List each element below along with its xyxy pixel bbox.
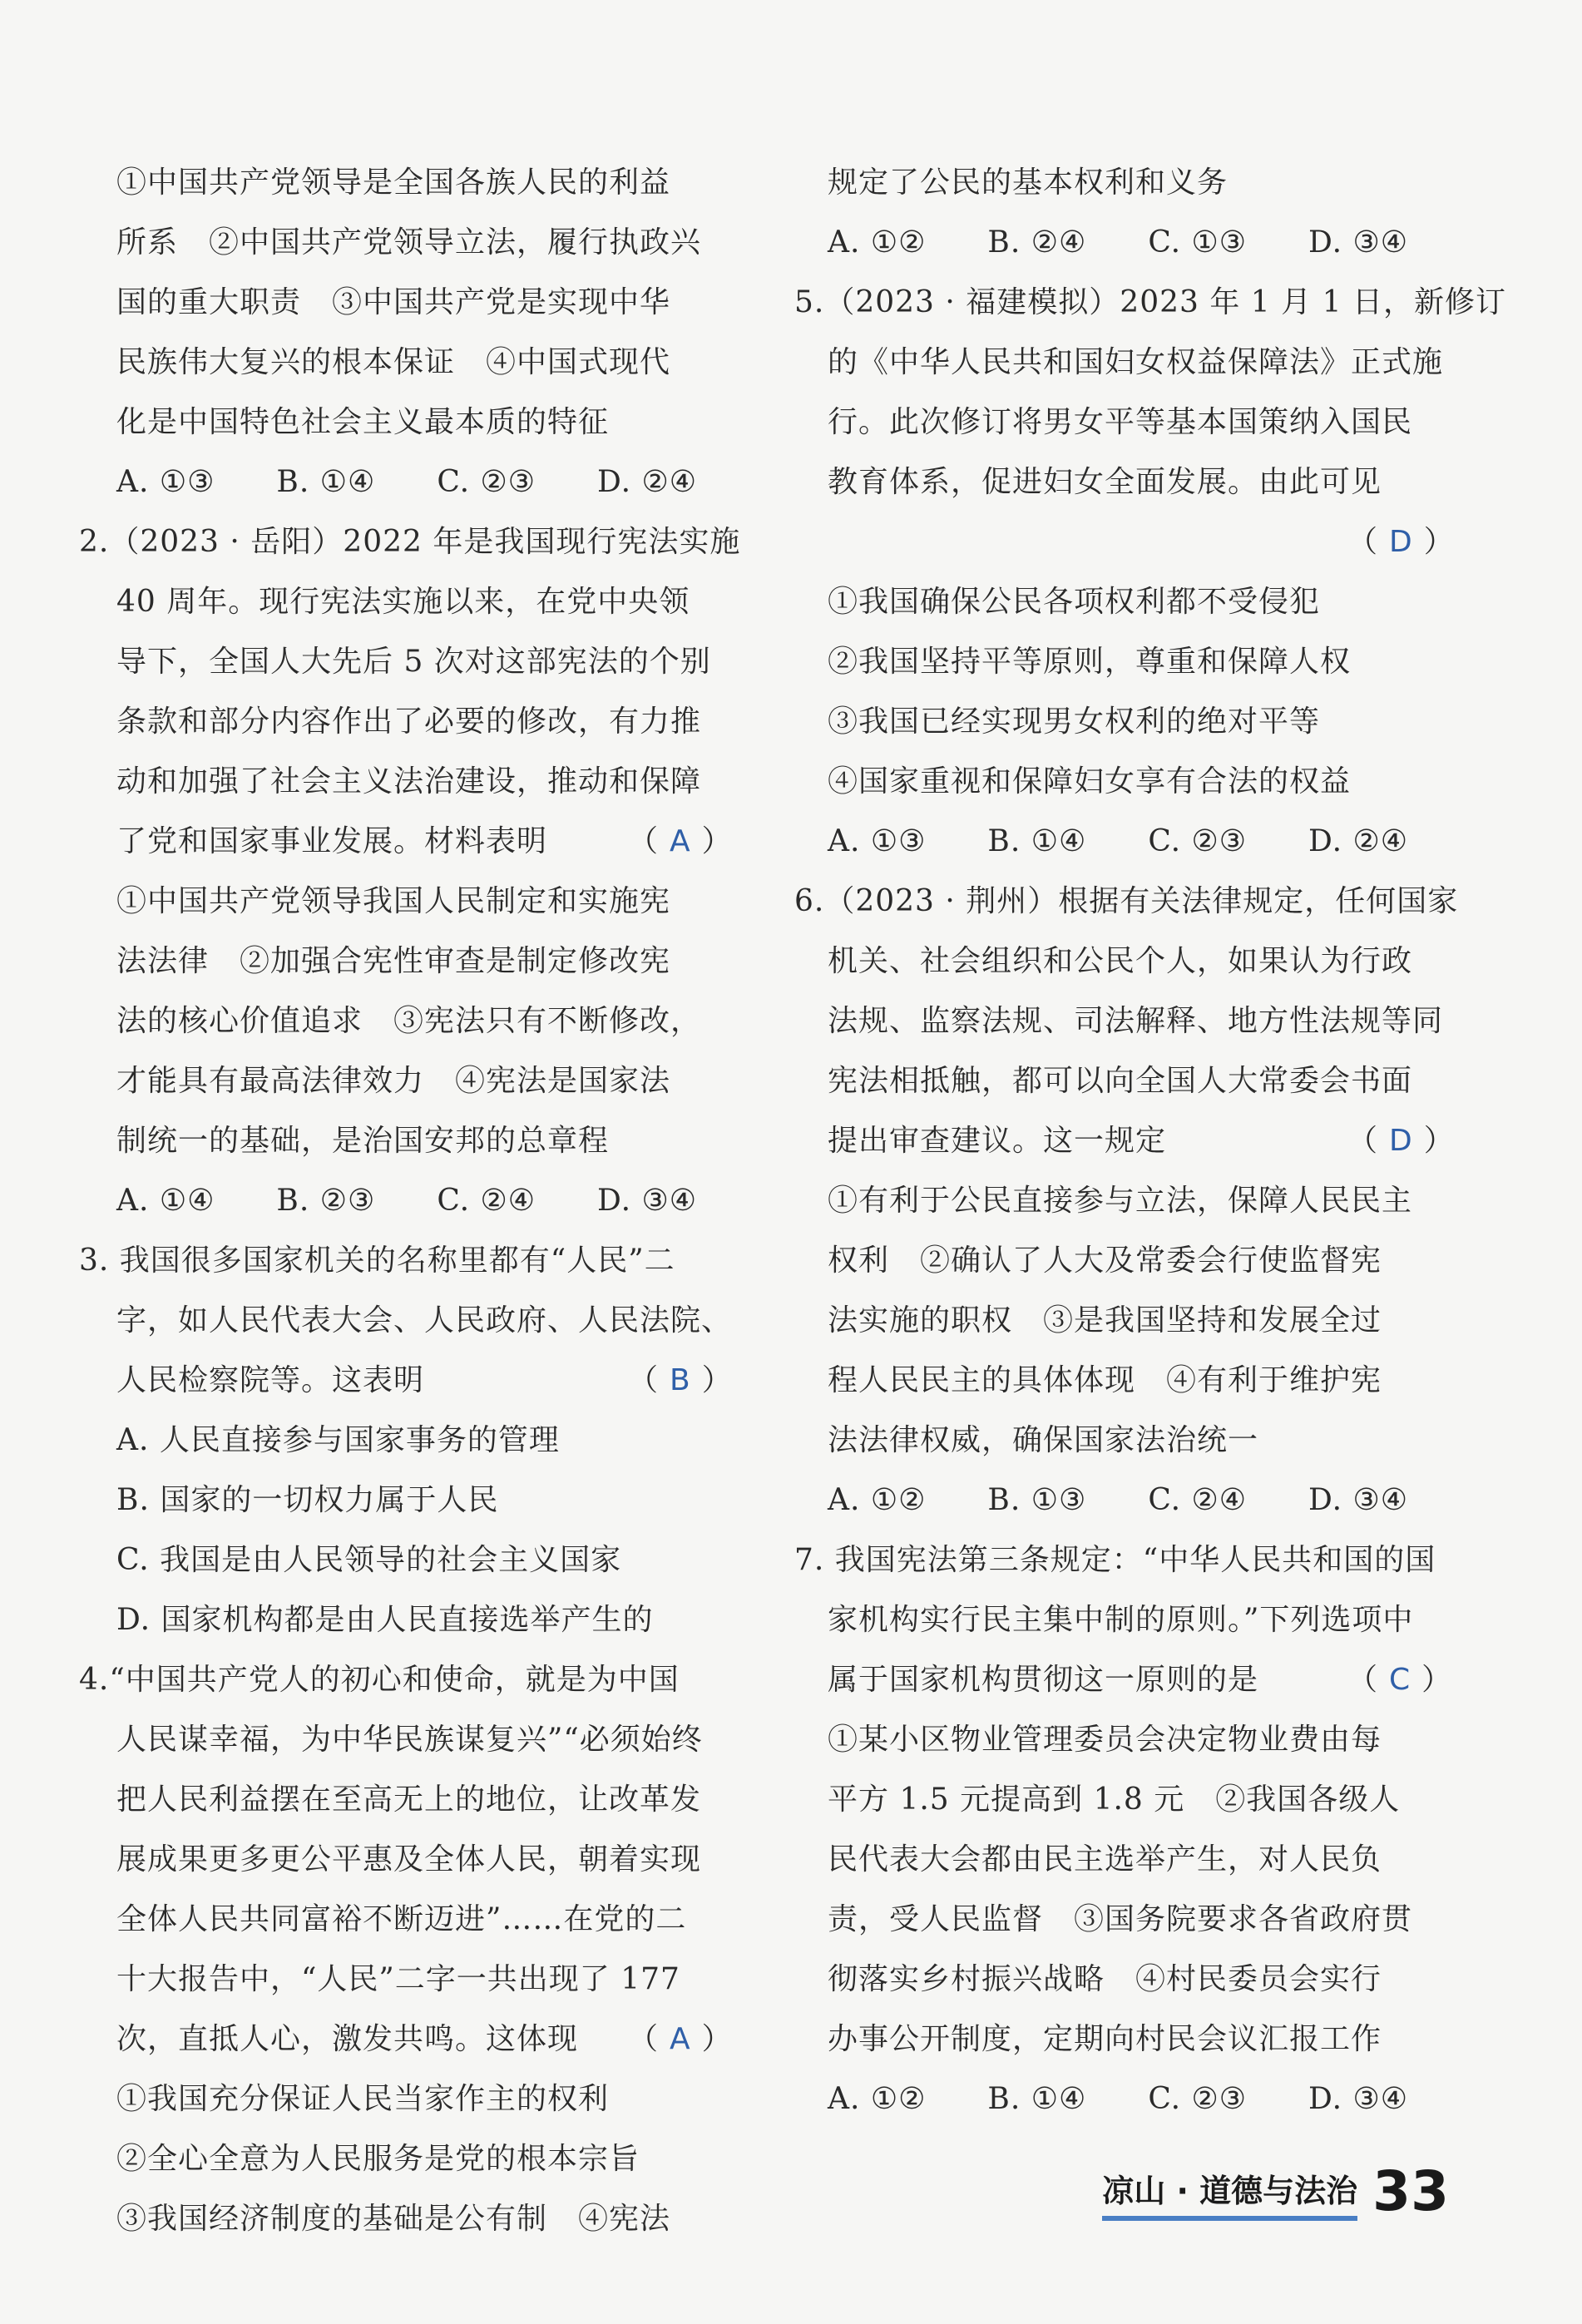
answer-letter: B [670, 1363, 690, 1397]
text-line: 机关、社会组织和公民个人，如果认为行政 [828, 944, 1413, 978]
text-line: ①某小区物业管理委员会决定物业费由每 [828, 1723, 1382, 1757]
text-line: 民族伟大复兴的根本保证 ④中国式现代 [116, 345, 671, 379]
answer-letter: A [670, 2022, 690, 2056]
text-line: 法法律 ②加强合宪性审查是制定修改宪 [116, 944, 671, 978]
text-line: 制统一的基础，是治国安邦的总章程 [116, 1124, 610, 1158]
text-line: 4.“中国共产党人的初心和使命，就是为中国 [79, 1663, 680, 1697]
text-line: 导下，全国人大先后 5 次对这部宪法的个别 [116, 645, 711, 679]
text-line: ②全心全意为人民服务是党的根本宗旨 [116, 2142, 640, 2176]
text-line: 责，受人民监督 ③国务院要求各省政府贯 [828, 1902, 1413, 1936]
text-line: A. ①② B. ①③ C. ②④ D. ③④ [828, 1483, 1409, 1517]
answer-letter: D [1389, 1124, 1412, 1158]
text-line: 家机构实行民主集中制的原则。”下列选项中 [828, 1603, 1414, 1637]
page-footer [1102, 2154, 1449, 2221]
text-line: 展成果更多更公平惠及全体人民，朝着实现 [116, 1842, 702, 1877]
text-line: 40 周年。现行宪法实施以来，在党中央领 [116, 585, 690, 619]
answer-letter: A [670, 824, 690, 858]
answer-bracket: （ D ） [1347, 525, 1454, 559]
text-line: 权利 ②确认了人大及常委会行使监督宪 [828, 1244, 1382, 1278]
text-line: ①有利于公民直接参与立法，保障人民民主 [828, 1184, 1413, 1218]
text-line: 属于国家机构贯彻这一原则的是 [828, 1663, 1259, 1697]
text-line: 5.（2023 · 福建模拟）2023 年 1 月 1 日，新修订 [794, 285, 1506, 319]
answer-bracket: （ A ） [628, 824, 732, 858]
text-line: 的《中华人民共和国妇女权益保障法》正式施 [828, 345, 1444, 379]
text-line: A. ①④ B. ②③ C. ②④ D. ③④ [116, 1184, 698, 1218]
text-line: 法法律权威，确保国家法治统一 [828, 1423, 1259, 1457]
answer-bracket: （ C ） [1347, 1663, 1452, 1697]
text-line: 所系 ②中国共产党领导立法，履行执政兴 [116, 225, 702, 260]
text-line: 化是中国特色社会主义最本质的特征 [116, 405, 610, 439]
text-line: 提出审查建议。这一规定 [828, 1124, 1167, 1158]
text-line: ③我国已经实现男女权利的绝对平等 [828, 705, 1321, 739]
answer-bracket: （ A ） [628, 2022, 732, 2056]
text-line: ③我国经济制度的基础是公有制 ④宪法 [116, 2202, 671, 2236]
text-line: 彻落实乡村振兴战略 ④村民委员会实行 [828, 1962, 1382, 1996]
text-line: 全体人民共同富裕不断迈进”……在党的二 [116, 1902, 687, 1936]
text-line: ①中国共产党领导是全国各族人民的利益 [116, 166, 671, 200]
text-line: 办事公开制度，定期向村民会议汇报工作 [828, 2022, 1382, 2056]
text-line: B. 国家的一切权力属于人民 [116, 1483, 499, 1517]
text-line: 民代表大会都由民主选举产生，对人民负 [828, 1842, 1382, 1877]
text-line: ①我国确保公民各项权利都不受侵犯 [828, 585, 1321, 619]
text-line: ④国家重视和保障妇女享有合法的权益 [828, 764, 1352, 799]
text-line: 动和加强了社会主义法治建设，推动和保障 [116, 764, 702, 799]
text-line: 行。此次修订将男女平等基本国策纳入国民 [828, 405, 1413, 439]
text-line: 7. 我国宪法第三条规定：“中华人民共和国的国 [794, 1543, 1436, 1577]
text-line: 法的核心价值追求 ③宪法只有不断修改， [116, 1004, 702, 1038]
text-line: A. ①③ B. ①④ C. ②③ D. ②④ [828, 824, 1409, 858]
text-line: A. ①② B. ①④ C. ②③ D. ③④ [828, 2082, 1409, 2116]
text-line: ①中国共产党领导我国人民制定和实施宪 [116, 884, 671, 918]
text-line: A. 人民直接参与国家事务的管理 [116, 1423, 560, 1457]
text-line: C. 我国是由人民领导的社会主义国家 [116, 1543, 622, 1577]
answer-bracket: （ D ） [1347, 1124, 1454, 1158]
text-line: 国的重大职责 ③中国共产党是实现中华 [116, 285, 671, 319]
text-line: 了党和国家事业发展。材料表明 [116, 824, 548, 858]
answer-letter: C [1389, 1663, 1411, 1697]
subject-label: 凉山 · 道德与法治 [1102, 2165, 1357, 2221]
text-line: 2.（2023 · 岳阳）2022 年是我国现行宪法实施 [79, 525, 741, 559]
text-line: 次，直抵人心，激发共鸣。这体现 [116, 2022, 579, 2056]
text-line: A. ①② B. ②④ C. ①③ D. ③④ [828, 225, 1409, 260]
text-line: 才能具有最高法律效力 ④宪法是国家法 [116, 1064, 671, 1098]
text-line: 条款和部分内容作出了必要的修改，有力推 [116, 705, 702, 739]
page-number: 33 [1372, 2159, 1449, 2223]
text-line: ②我国坚持平等原则，尊重和保障人权 [828, 645, 1352, 679]
text-line: D. 国家机构都是由人民直接选举产生的 [116, 1603, 654, 1637]
text-line: 教育体系，促进妇女全面发展。由此可见 [828, 465, 1382, 499]
text-line: 字，如人民代表大会、人民政府、人民法院、 [116, 1303, 733, 1338]
text-line: 人民谋幸福，为中华民族谋复兴”“必须始终 [116, 1723, 703, 1757]
text-line: 宪法相抵触，都可以向全国人大常委会书面 [828, 1064, 1413, 1098]
text-line: 法实施的职权 ③是我国坚持和发展全过 [828, 1303, 1382, 1338]
text-line: 人民检察院等。这表明 [116, 1363, 425, 1397]
text-line: 3. 我国很多国家机关的名称里都有“人民”二 [79, 1244, 675, 1278]
text-line: 程人民民主的具体体现 ④有利于维护宪 [828, 1363, 1382, 1397]
text-line: ①我国充分保证人民当家作主的权利 [116, 2082, 610, 2116]
text-line: 法规、监察法规、司法解释、地方性法规等同 [828, 1004, 1444, 1038]
text-line: 规定了公民的基本权利和义务 [828, 166, 1229, 200]
answer-bracket: （ B ） [628, 1363, 732, 1397]
answer-letter: D [1389, 525, 1412, 559]
text-line: 平方 1.5 元提高到 1.8 元 ②我国各级人 [828, 1783, 1401, 1817]
text-line: 十大报告中，“人民”二字一共出现了 177 [116, 1962, 680, 1996]
text-line: A. ①③ B. ①④ C. ②③ D. ②④ [116, 465, 698, 499]
text-line: 6.（2023 · 荆州）根据有关法律规定，任何国家 [794, 884, 1459, 918]
text-line: 把人民利益摆在至高无上的地位，让改革发 [116, 1783, 702, 1817]
